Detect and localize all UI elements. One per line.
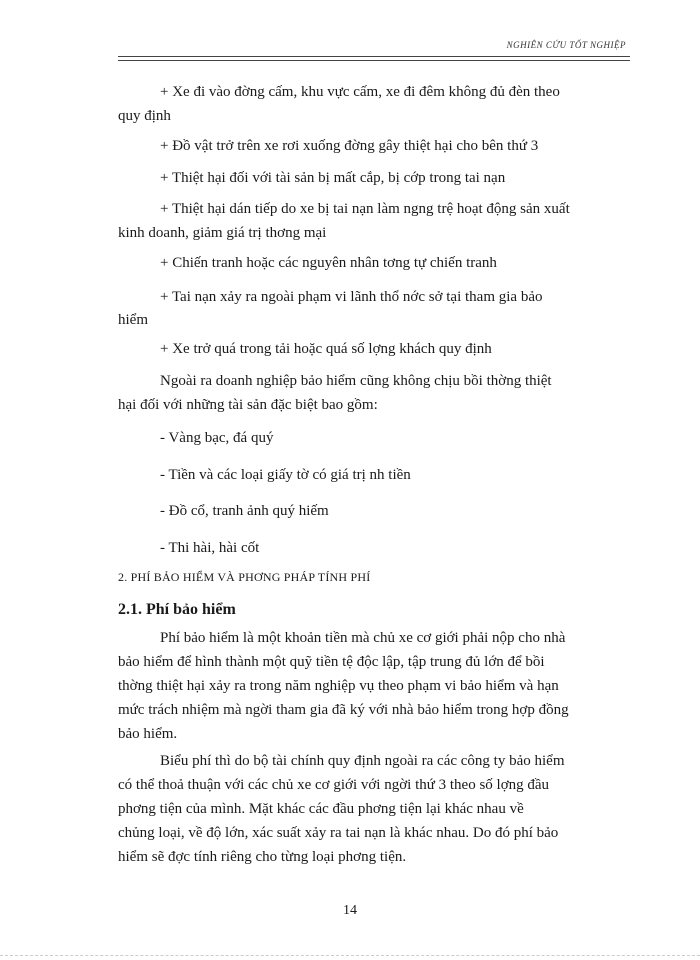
special-asset-item: - Đồ cổ, tranh ảnh quý hiếm <box>160 503 329 519</box>
special-assets-intro: Ngoài ra doanh nghiệp bảo hiểm cũng không chịu bồi thờng thiệt <box>160 373 552 389</box>
paragraph-line: phơng tiện của mình. Mặt khác các đầu phơng tiện lại khác nhau về <box>118 801 524 817</box>
exclusion-item-cont: kinh doanh, giảm giá trị thơng mại <box>118 225 327 241</box>
paragraph-line: mức trách nhiệm mà ngời tham gia đã ký với nhà bảo hiểm trong hợp đồng <box>118 702 569 718</box>
header-rule-bottom <box>118 60 630 61</box>
paragraph-line: thờng thiệt hại xảy ra trong năm nghiệp vụ theo phạm vi bảo hiểm và hạn <box>118 678 559 694</box>
paragraph-line: hiểm sẽ đợc tính riêng cho từng loại phơng tiện. <box>118 849 407 865</box>
exclusion-item: + Xe trở quá trong tải hoặc quá số lợng khách quy định <box>160 341 492 357</box>
special-asset-item: - Thi hài, hài cốt <box>160 540 260 556</box>
paragraph-line: Biểu phí thì do bộ tài chính quy định ngoài ra các công ty bảo hiểm <box>160 753 565 769</box>
exclusion-item: + Xe đi vào đờng cấm, khu vực cấm, xe đi đêm không đủ đèn theo <box>160 84 560 100</box>
special-asset-item: - Tiền và các loại giấy tờ có giá trị nh tiền <box>160 467 411 483</box>
section-heading: 2. PHÍ BẢO HIỂM VÀ PHƠNG PHÁP TÍNH PHÍ <box>118 570 371 584</box>
special-asset-item: - Vàng bạc, đá quý <box>160 430 274 446</box>
paragraph-line: có thể thoả thuận với các chủ xe cơ giới với ngời thứ 3 theo số lợng đầu <box>118 777 550 793</box>
exclusion-item: + Đồ vật trở trên xe rơi xuống đờng gây thiệt hại cho bên thứ 3 <box>160 138 539 154</box>
exclusion-item: + Tai nạn xảy ra ngoài phạm vi lãnh thổ nớc sở tại tham gia bảo <box>160 289 543 305</box>
page-number: 14 <box>343 903 357 918</box>
exclusion-item-cont: quy định <box>118 108 171 124</box>
paragraph-line: chủng loại, về độ lớn, xác suất xảy ra tai nạn là khác nhau. Do đó phí bảo <box>118 825 559 841</box>
exclusion-item: + Chiến tranh hoặc các nguyên nhân tơng tự chiến tranh <box>160 255 497 271</box>
running-title: NGHIÊN CỨU TỐT NGHIỆP <box>506 40 626 50</box>
paragraph-line: Phí bảo hiểm là một khoản tiền mà chủ xe cơ giới phải nộp cho nhà <box>160 630 566 646</box>
exclusion-item: + Thiệt hại dán tiếp do xe bị tai nạn làm ngng trệ hoạt động sản xuất <box>160 201 570 217</box>
paragraph-line: bảo hiểm để hình thành một quỹ tiền tệ độc lập, tập trung đủ lớn để bồi <box>118 654 545 670</box>
paragraph-line: bảo hiểm. <box>118 726 178 742</box>
page-bottom-edge <box>0 955 700 956</box>
subsection-heading: 2.1. Phí bảo hiểm <box>118 601 236 618</box>
exclusion-item: + Thiệt hại đối với tài sản bị mất cắp, bị cớp trong tai nạn <box>160 170 506 186</box>
exclusion-item-cont: hiểm <box>118 312 148 328</box>
special-assets-intro-cont: hại đối với những tài sản đặc biệt bao gồm: <box>118 397 378 413</box>
header-rule-top <box>118 56 630 57</box>
